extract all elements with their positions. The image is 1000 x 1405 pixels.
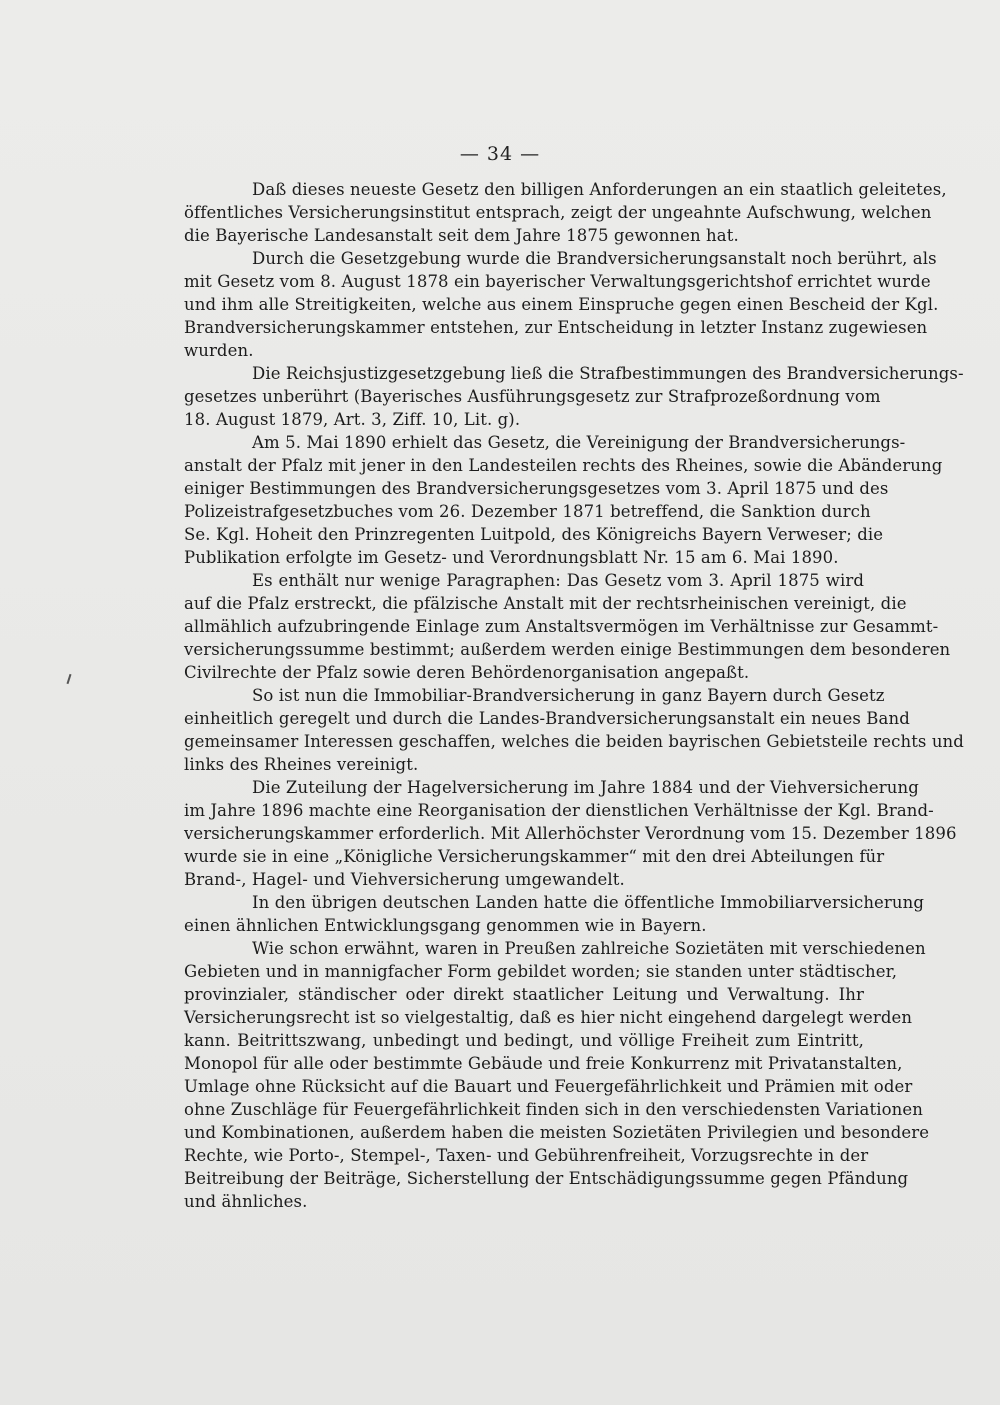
text-line: allmählich aufzubringende Einlage zum Anstaltsvermögen im Verhältnisse zur Gesammt- xyxy=(184,617,939,636)
text-line: provinzialer, ständischer oder direkt staatlicher Leitung und Verwaltung. Ihr xyxy=(184,985,864,1004)
text-line: Die Reichsjustizgesetzgebung ließ die Strafbestimmungen des Brandversicherungs- xyxy=(252,364,964,383)
paragraph xyxy=(184,247,939,362)
text-line: gesetzes unberührt (Bayerisches Ausführungsgesetz zur Strafprozeßordnung vom xyxy=(184,387,881,406)
text-line: Beitreibung der Beiträge, Sicherstellung der Entschädigungssumme gegen Pfändung xyxy=(184,1169,909,1188)
text-line: ohne Zuschläge für Feuergefährlichkeit finden sich in den verschiedensten Variationen xyxy=(184,1100,923,1119)
paragraph xyxy=(184,776,957,891)
text-line: Polizeistrafgesetzbuches vom 26. Dezember 1871 betreffend, die Sanktion durch xyxy=(184,502,871,521)
text-line: links des Rheines vereinigt. xyxy=(184,755,419,774)
text-line: Am 5. Mai 1890 erhielt das Gesetz, die Vereinigung der Brandversicherungs- xyxy=(252,433,906,452)
text-line: Civilrechte der Pfalz sowie deren Behördenorganisation angepaßt. xyxy=(184,663,750,682)
text-line: die Bayerische Landesanstalt seit dem Jahre 1875 gewonnen hat. xyxy=(184,226,739,245)
page-number: — 34 — xyxy=(459,143,541,165)
text-line: Brand-, Hagel- und Viehversicherung umgewandelt. xyxy=(184,870,625,889)
text-line: öffentliches Versicherungsinstitut entsprach, zeigt der ungeahnte Aufschwung, welchen xyxy=(184,203,932,222)
text-line: Es enthält nur wenige Paragraphen: Das Gesetz vom 3. April 1875 wird xyxy=(252,571,864,590)
text-line: In den übrigen deutschen Landen hatte die öffentliche Immobiliarversicherung xyxy=(252,893,925,912)
text-line: So ist nun die Immobiliar-Brandversicherung in ganz Bayern durch Gesetz xyxy=(252,686,885,705)
text-line: und ihm alle Streitigkeiten, welche aus einem Einspruche gegen einen Bescheid der Kgl. xyxy=(184,295,939,314)
text-line: gemeinsamer Interessen geschaffen, welches die beiden bayrischen Gebietsteile rechts und xyxy=(184,732,964,751)
body-text xyxy=(184,178,964,1213)
text-line: Daß dieses neueste Gesetz den billigen Anforderungen an ein staatlich geleitetes, xyxy=(252,180,947,199)
paragraph xyxy=(184,431,943,569)
margin-mark xyxy=(67,674,72,684)
text-line: auf die Pfalz erstreckt, die pfälzische Anstalt mit der rechtsrheinischen vereinigt, die xyxy=(184,594,907,613)
text-line: wurde sie in eine „Königliche Versicherungskammer“ mit den drei Abteilungen für xyxy=(184,847,885,866)
text-line: Wie schon erwähnt, waren in Preußen zahlreiche Sozietäten mit verschiedenen xyxy=(252,939,926,958)
text-line: einheitlich geregelt und durch die Landes-Brandversicherungsanstalt ein neues Band xyxy=(184,709,910,728)
paragraph xyxy=(184,891,925,937)
text-line: Versicherungsrecht ist so vielgestaltig, daß es hier nicht eingehend dargelegt werden xyxy=(184,1008,913,1027)
text-line: Die Zuteilung der Hagelversicherung im Jahre 1884 und der Viehversicherung xyxy=(252,778,919,797)
text-line: wurden. xyxy=(184,341,254,360)
text-line: versicherungssumme bestimmt; außerdem werden einige Bestimmungen dem besonderen xyxy=(184,640,951,659)
text-line: Monopol für alle oder bestimmte Gebäude und freie Konkurrenz mit Privatanstalten, xyxy=(184,1054,903,1073)
text-line: versicherungskammer erforderlich. Mit Allerhöchster Verordnung vom 15. Dezember 1896 xyxy=(184,824,957,843)
text-line: Durch die Gesetzgebung wurde die Brandversicherungsanstalt noch berührt, als xyxy=(252,249,937,268)
paragraph xyxy=(184,362,964,431)
paragraph xyxy=(184,684,964,776)
text-line: mit Gesetz vom 8. August 1878 ein bayerischer Verwaltungsgerichtshof errichtet wurde xyxy=(184,272,931,291)
text-line: einen ähnlichen Entwicklungsgang genommen wie in Bayern. xyxy=(184,916,707,935)
text-line: Se. Kgl. Hoheit den Prinzregenten Luitpold, des Königreichs Bayern Verweser; die xyxy=(184,525,884,544)
text-line: kann. Beitrittszwang, unbedingt und bedingt, und völlige Freiheit zum Eintritt, xyxy=(184,1031,864,1050)
text-line: Gebieten und in mannigfacher Form gebildet worden; sie standen unter städtischer, xyxy=(184,962,898,981)
text-line: Publikation erfolgte im Gesetz- und Verordnungsblatt Nr. 15 am 6. Mai 1890. xyxy=(184,548,839,567)
paragraph xyxy=(184,569,951,684)
text-line: Brandversicherungskammer entstehen, zur Entscheidung in letzter Instanz zugewiesen xyxy=(184,318,928,337)
text-line: einiger Bestimmungen des Brandversicherungsgesetzes vom 3. April 1875 und des xyxy=(184,479,889,498)
text-line: und Kombinationen, außerdem haben die meisten Sozietäten Privilegien und besondere xyxy=(184,1123,930,1142)
paragraph xyxy=(184,937,930,1213)
text-line: 18. August 1879, Art. 3, Ziff. 10, Lit. g). xyxy=(184,410,521,429)
text-line: Rechte, wie Porto-, Stempel-, Taxen- und Gebührenfreiheit, Vorzugsrechte in der xyxy=(184,1146,869,1165)
text-line: anstalt der Pfalz mit jener in den Landesteilen rechts des Rheines, sowie die Abänderung xyxy=(184,456,943,475)
text-line: Umlage ohne Rücksicht auf die Bauart und Feuergefährlichkeit und Prämien mit oder xyxy=(184,1077,913,1096)
text-line: und ähnliches. xyxy=(184,1192,308,1211)
text-line: im Jahre 1896 machte eine Reorganisation der dienstlichen Verhältnisse der Kgl. Brand- xyxy=(184,801,934,820)
paragraph xyxy=(184,178,947,247)
